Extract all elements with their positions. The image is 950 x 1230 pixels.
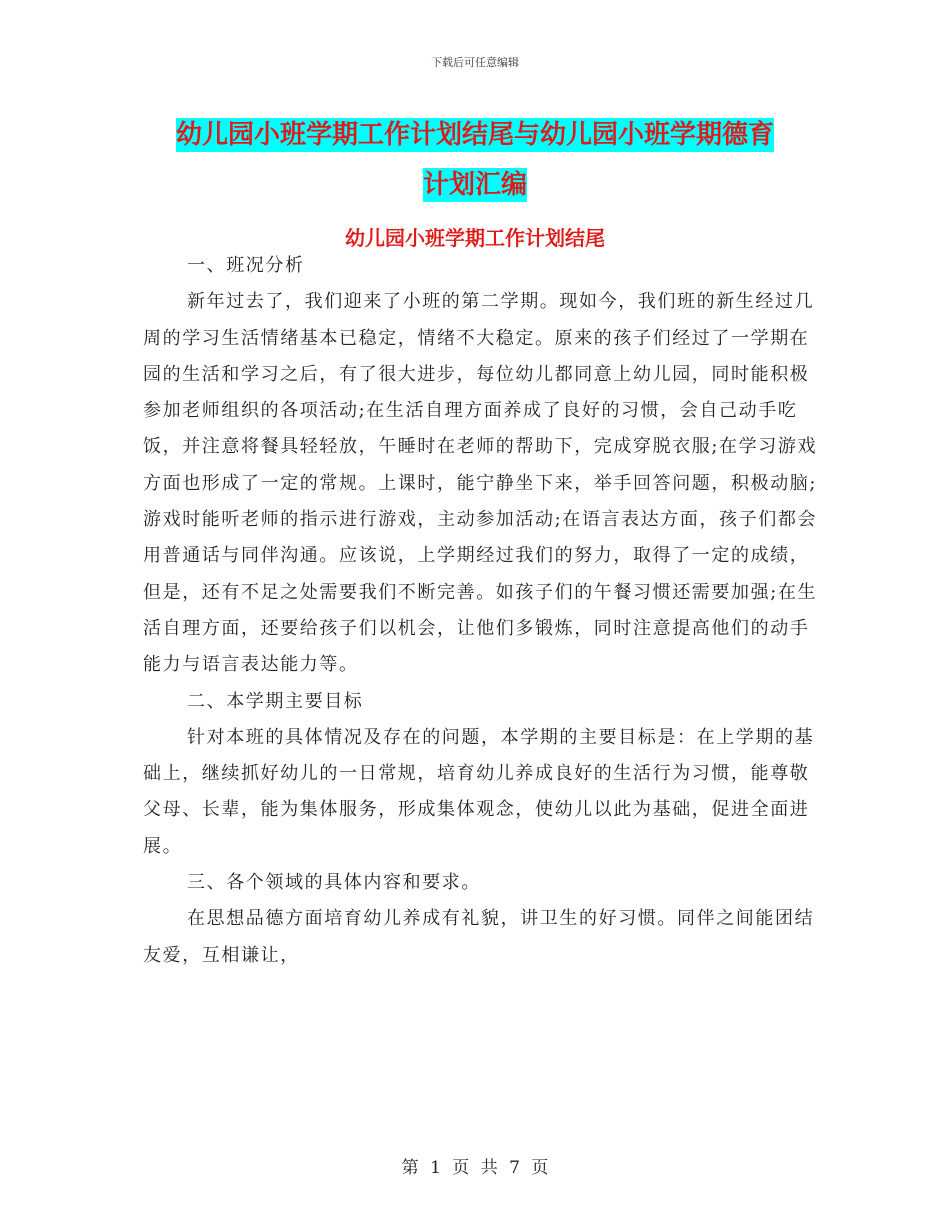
title-highlight-2: 计划汇编	[422, 170, 527, 200]
document-title-line-2	[0, 160, 950, 210]
title-highlight-1: 幼儿园小班学期工作计划结尾与幼儿园小班学期德育	[175, 120, 774, 150]
document-body	[143, 248, 823, 974]
document-title-line-1	[0, 110, 950, 160]
paragraph-moral-education: 在思想品德方面培育幼儿养成有礼貌，讲卫生的好习惯。同伴之间能团结友爱，互相谦让，	[143, 908, 815, 966]
section-title: 幼儿园小班学期工作计划结尾	[345, 226, 605, 250]
document-title	[0, 110, 950, 210]
heading-domain-content: 三、各个领域的具体内容和要求。	[187, 872, 481, 894]
heading-class-analysis: 一、班况分析	[187, 255, 305, 276]
heading-semester-goals: 二、本学期主要目标	[187, 690, 364, 712]
paragraph-semester-goals: 针对本班的具体情况及存在的问题，本学期的主要目标是：在上学期的基础上，继续抓好幼儿的一日常规，培育幼儿养成良好的生活行为习惯，能尊敬父母、长辈，能为集体服务，形成集体观念，使幼儿以此为基础，促进全面进展。	[143, 726, 815, 857]
page-number: 第 1 页 共 7 页	[401, 1158, 549, 1178]
paragraph-class-analysis: 新年过去了，我们迎来了小班的第二学期。现如今，我们班的新生经过几周的学习生活情绪基本已稳定，情绪不大稳定。原来的孩子们经过了一学期在园的生活和学习之后，有了很大进步，每位幼儿都同意上幼儿园，同时能积极参加老师组织的各项活动;在生活自理方面养成了良好的习惯，会自己动手吃饭，并注意将餐具轻轻放，午睡时在老师的帮助下，完成穿脱衣服;在学习游戏方面也形成了一定的常规。上课时，能宁静坐下来，举手回答问题，积极动脑;游戏时能听老师的指示进行游戏，主动参加活动;在语言表达方面，孩子们都会用普通话与同伴沟通。应该说，上学期经过我们的努力，取得了一定的成绩，但是，还有不足之处需要我们不断完善。如孩子们的午餐习惯还需要加强;在生活自理方面，还要给孩子们以机会，让他们多锻炼，同时注意提高他们的动手能力与语言表达能力等。	[143, 291, 818, 676]
header-note: 下载后可任意编辑	[431, 56, 519, 69]
